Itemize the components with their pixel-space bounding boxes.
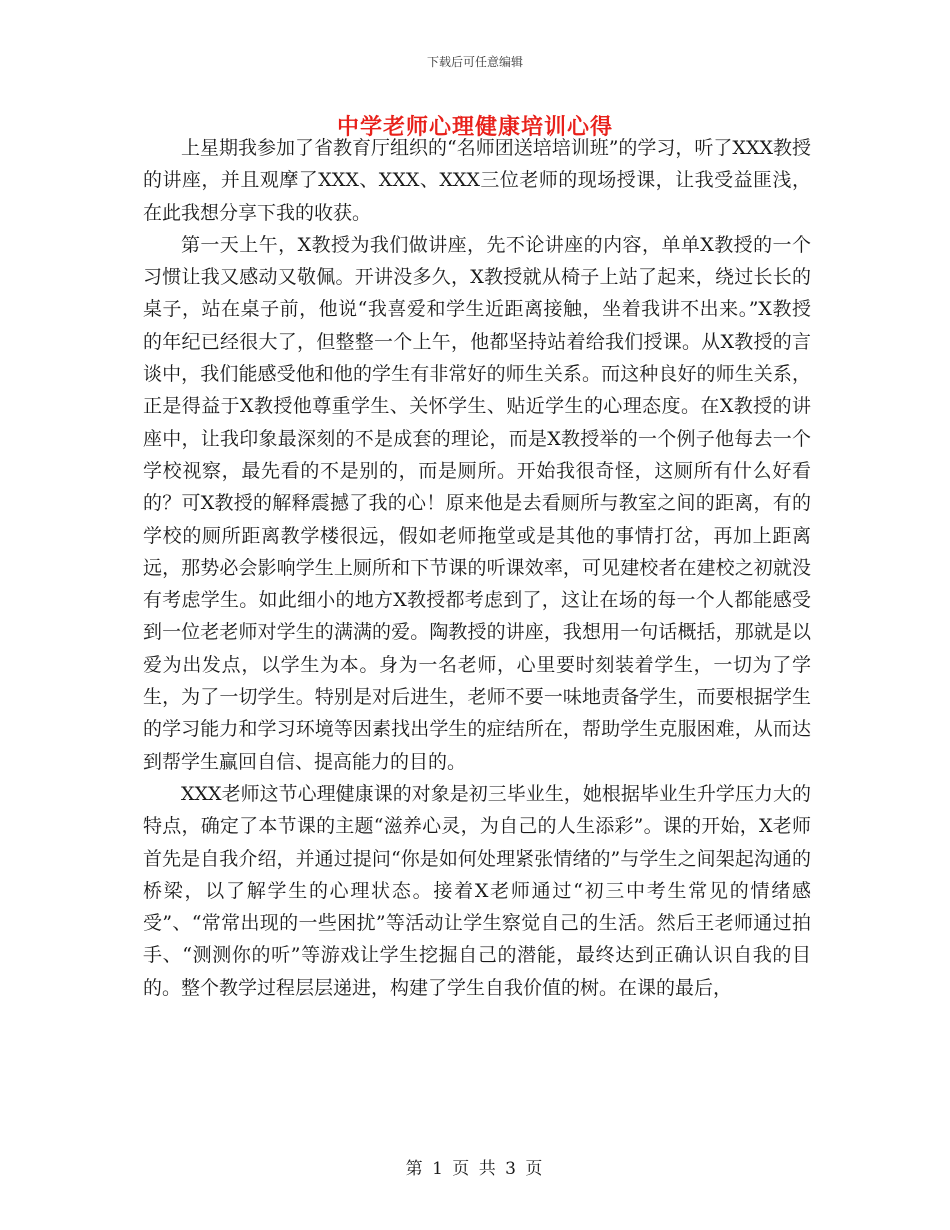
- document-body: [143, 132, 811, 1004]
- document-title: 中学老师心理健康培训心得: [336, 114, 613, 140]
- page-header-note: 下载后可任意编辑: [426, 55, 523, 69]
- paragraph-1: 上星期我参加了省教育厅组织的“名师团送培培训班”的学习，听了XXX教授的讲座，并且观摩了XXX、XXX、XXX三位老师的现场授课，让我受益匪浅，在此我想分享下我的收获。: [143, 137, 812, 224]
- page-number: 第 1 页 共 3 页: [405, 1159, 545, 1179]
- paragraph-3: XXX老师这节心理健康课的对象是初三毕业生，她根据毕业生升学压力大的特点，确定了本节课的主题“滋养心灵，为自己的人生添彩”。课的开始，X老师首先是自我介绍，并通过提问“你是如何处理紧张情绪的”与学生之间架起沟通的桥梁，以了解学生的心理状态。接着X老师通过“初三中考生常见的情绪感受”、“常常出现的一些困扰”等活动让学生察觉自己的生活。然后王老师通过拍手、“测测你的听”等游戏让学生挖掘自己的潜能，最终达到正确认识自我的目的。整个教学过程层层递进，构建了学生自我价值的树。在课的最后，: [143, 782, 811, 999]
- paragraph-2: 第一天上午，X教授为我们做讲座，先不论讲座的内容，单单X教授的一个习惯让我又感动又敬佩。开讲没多久，X教授就从椅子上站了起来，绕过长长的桌子，站在桌子前，他说“我喜爱和学生近距离接触，坐着我讲不出来。”X教授的年纪已经很大了，但整整一个上午，他都坚持站着给我们授课。从X教授的言谈中，我们能感受他和他的学生有非常好的师生关系。而这种良好的师生关系，正是得益于X教授他尊重学生、关怀学生、贴近学生的心理态度。在X教授的讲座中，让我印象最深刻的不是成套的理论，而是X教授举的一个例子他每去一个学校视察，最先看的不是别的，而是厕所。开始我很奇怪，这厕所有什么好看的？可X教授的解释震撼了我的心！原来他是去看厕所与教室之间的距离，有的学校的厕所距离教学楼很远，假如老师拖堂或是其他的事情打岔，再加上距离远，那势必会影响学生上厕所和下节课的听课效率，可见建校者在建校之初就没有考虑学生。如此细小的地方X教授都考虑到了，这让在场的每一个人都能感受到一位老老师对学生的满满的爱。陶教授的讲座，我想用一句话概括，那就是以爱为出发点，以学生为本。身为一名老师，心里要时刻装着学生，一切为了学生，为了一切学生。特别是对后进生，老师不要一味地责备学生，而要根据学生的学习能力和学习环境等因素找出学生的症结所在，帮助学生克服困难，从而达到帮学生赢回自信、提高能力的目的。: [143, 233, 811, 773]
